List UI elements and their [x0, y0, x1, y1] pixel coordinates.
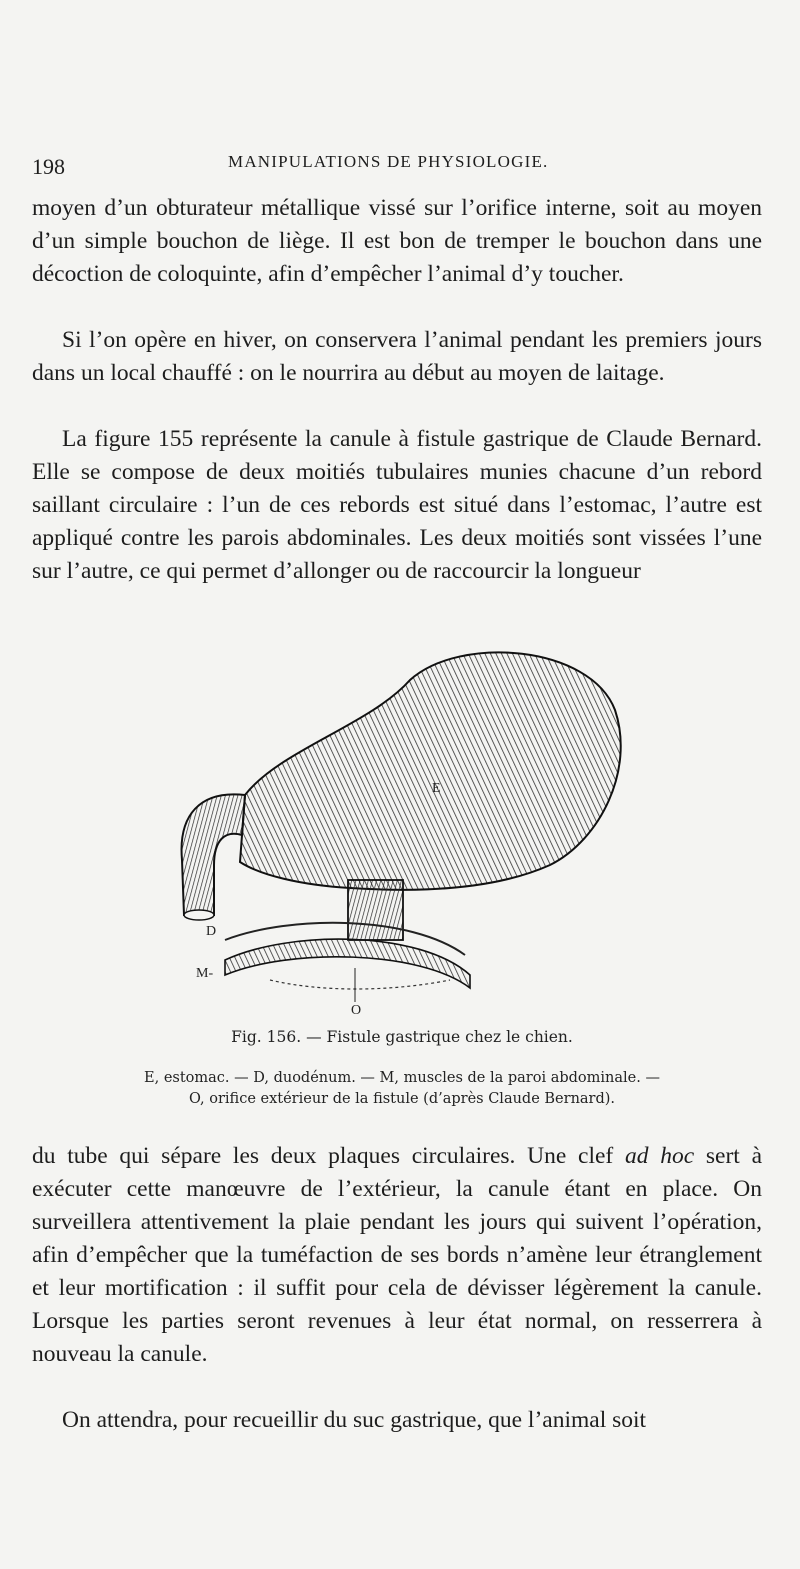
label-M: M-: [196, 966, 214, 981]
figure-legend: [32, 1068, 772, 1110]
paragraph-4: [32, 1140, 762, 1371]
paragraph-4-italic: ad hoc: [625, 1143, 695, 1169]
figure-legend-line-2: O, orifice extérieur de la fistule (d’après Claude Bernard).: [188, 1091, 616, 1107]
stomach-engraving: [170, 630, 630, 1015]
paragraph-1: moyen d’un obturateur métallique vissé sur l’orifice interne, soit au moyen d’un simple bouchon de liège. Il est bon de tremper le bouchon dans une décoction de coloquinte, afin d’empêcher l’animal d’y toucher.: [32, 195, 762, 287]
running-header: [32, 148, 762, 178]
stomach-shape: [240, 652, 621, 890]
cannula-neck: [348, 880, 403, 940]
abdominal-wall: [225, 939, 470, 988]
figure-legend-line-1: E, estomac. — D, duodénum. — M, muscles de la paroi abdominale. —: [144, 1070, 660, 1086]
paragraph-4-end: sert à exécuter cette manœuvre de l’extérieur, la canule étant en place. On surveillera attentivement la plaie pendant les jours qui suivent l’opération, afin d’empêcher que la tuméfaction de ses bords n’amène leur étranglement et leur mortification : il suffit pour cela de dévisser légèrement la canule. Lorsque les parties seront revenues à leur état normal, on resserrera à nouveau la canule.: [32, 1143, 762, 1367]
label-E: E: [432, 781, 441, 796]
page-number: 198: [32, 154, 65, 179]
running-title: MANIPULATIONS DE PHYSIOLOGIE.: [228, 152, 549, 171]
paragraph-2: Si l’on opère en hiver, on conservera l’animal pendant les premiers jours dans un local chauffé : on le nourrira au début au moyen de laitage.: [32, 327, 762, 386]
stomach-fistula-figure: [170, 630, 630, 1015]
figure-caption: Fig. 156. — Fistule gastrique chez le chien.: [231, 1028, 573, 1046]
label-D: D: [206, 924, 217, 939]
paragraph-5: On attendra, pour recueillir du suc gastrique, que l’animal soit: [62, 1407, 647, 1433]
paragraph-3: La figure 155 représente la canule à fistule gastrique de Claude Bernard. Elle se compose de deux moitiés tubulaires munies chacune d’un rebord saillant circulaire : l’un de ces rebords est situé dans l’estomac, l’autre est appliqué contre les parois abdominales. Les deux moitiés sont vissées l’une sur l’autre, ce qui permet d’allonger ou de raccourcir la longueur: [32, 426, 762, 584]
duodenum-shape: [182, 794, 245, 915]
label-O: O: [351, 1003, 362, 1015]
paragraph-4-start: du tube qui sépare les deux plaques circulaires. Une clef: [32, 1143, 625, 1169]
